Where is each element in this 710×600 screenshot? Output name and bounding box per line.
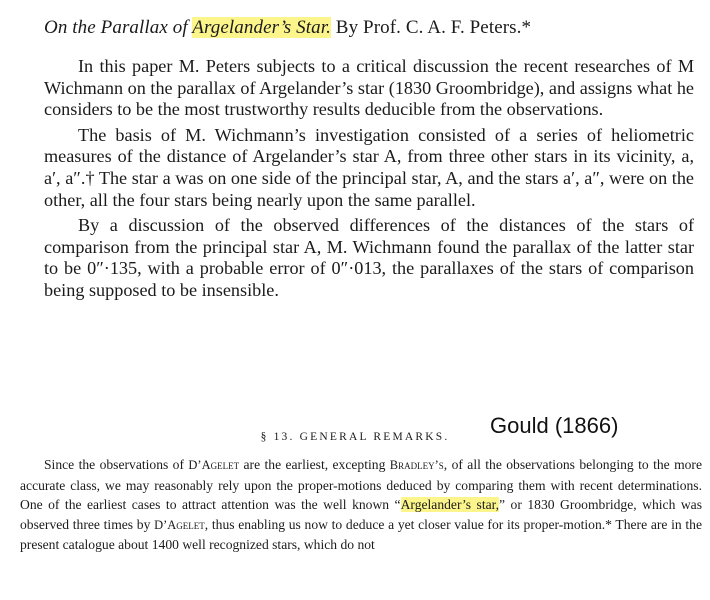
gould-excerpt [20,455,702,555]
text-run: Since the observations of [44,457,189,472]
paragraph-1: In this paper M. Peters subjects to a critical discussion the recent researches of M Wichmann on the parallax of Argelander’s star (1830 Groombridge), and assigns what he considers to be the most trustworthy results deducible from the observations. [44,56,694,120]
section-heading: § 13. GENERAL REMARKS. [260,431,450,443]
name-dagelet: D’Agelet [188,458,240,472]
text-run: , thus enabling us now to deduce a yet closer value for its proper-motion.* There are in the present catalogue about 1400 well recognized stars, which do not [20,516,702,553]
cropped-next-line [20,592,702,600]
text-run: are the earliest, excepting [239,457,390,472]
title-highlight: Argelander’s Star. [192,17,331,38]
name-bradley: Bradley’s [389,458,444,472]
title-prefix: On the Parallax of [44,17,193,38]
argelander-highlight: Argelander’s star, [400,497,500,513]
peters-article-excerpt [44,14,694,302]
title-author: By Prof. C. A. F. Peters.* [330,17,532,38]
general-remarks-paragraph [20,455,702,555]
name-dagelet: D’Agelet [154,517,205,532]
text-run: ” or 1830 Groombridge, which was observed three times by [20,497,702,532]
attribution-label: Gould (1866) [490,413,619,438]
text-run: , of all the observations belonging to the more accurate class, we may reasonably rely upon the proper-motions deduced by comparing them with recent determinations. One of the earliest cases to attract attention was the well known “ [20,457,702,513]
paragraph-2: The basis of M. Wichmann’s investigation consisted of a series of heliometric measures of the distance of Argelander’s star A, from three other stars in its vicinity, a, a′, a″.† The star a was on one side of the principal star, A, and the stars a′, a″, were on the other, all the four stars being nearly upon the same parallel. [44,124,694,210]
paragraph-3: By a discussion of the observed differences of the distances of the stars of comparison from the principal star A, M. Wichmann found the parallax of the latter star to be 0″·135, with a probable error of 0″·013, the parallaxes of the stars of comparison being supposed to be insensible. [44,215,694,300]
article-title [44,14,694,42]
